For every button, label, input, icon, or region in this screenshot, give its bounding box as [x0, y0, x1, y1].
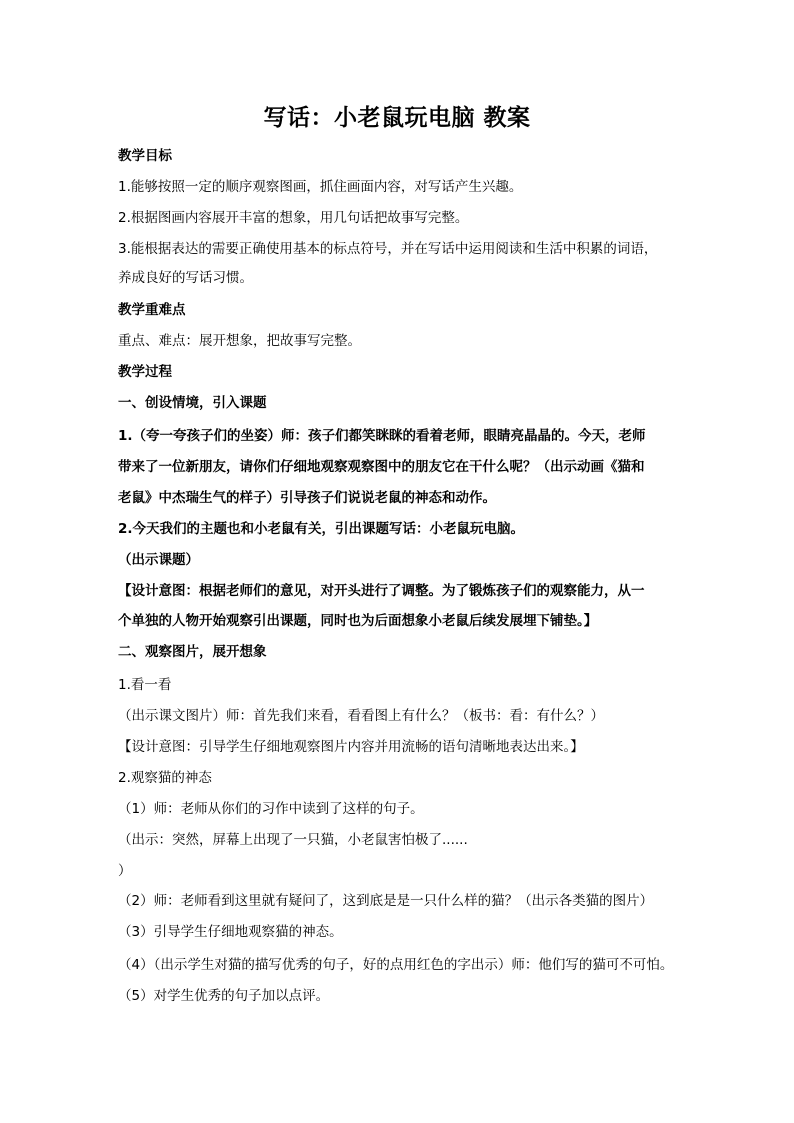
paragraph-line: 1.（夸一夸孩子们的坐姿）师：孩子们都笑眯眯的看着老师，眼睛亮晶晶的。今天，老师	[118, 428, 646, 444]
paragraph-line: 养成良好的写话习惯。	[118, 270, 253, 286]
paragraph-line: （出示课题）	[118, 552, 199, 568]
paragraph-line: ）	[118, 863, 132, 879]
design-intent-note: 【设计意图：根据老师们的意见，对开头进行了调整。为了锻炼孩子们的观察能力，从一	[118, 583, 645, 599]
paragraph-line: 老鼠》中杰瑞生气的样子）引导孩子们说说老鼠的神态和动作。	[118, 490, 496, 506]
section-heading-process: 教学过程	[118, 364, 172, 380]
subsection-heading: 一、创设情境，引入课题	[118, 395, 267, 411]
paragraph-line: 3.能根据表达的需要正确使用基本的标点符号，并在写话中运用阅读和生活中积累的词语，	[118, 241, 658, 257]
paragraph-line: （出示课文图片）师：首先我们来看，看看图上有什么？（板书：看：有什么？）	[118, 708, 604, 724]
paragraph-line: （5）对学生优秀的句子加以点评。	[118, 988, 330, 1004]
design-intent-note: 个单独的人物开始观察引出课题，同时也为后面想象小老鼠后续发展埋下铺垫。】	[118, 613, 598, 629]
document-title: 写话：小老鼠玩电脑 教案	[263, 105, 531, 131]
paragraph-line: 重点、难点：展开想象，把故事写完整。	[118, 333, 361, 349]
subsection-heading: 二、观察图片，展开想象	[118, 644, 267, 660]
paragraph-line: （2）师：老师看到这里就有疑问了，这到底是是一只什么样的猫？（出示各类猫的图片）	[118, 893, 654, 909]
paragraph-line: （4）（出示学生对猫的描写优秀的句子，好的点用红色的字出示）师：他们写的猫可不可怕。	[118, 957, 674, 973]
section-heading-teaching-goals: 教学目标	[118, 148, 172, 164]
paragraph-line: 带来了一位新朋友，请你们仔细地观察观察图中的朋友它在干什么呢？（出示动画《猫和	[118, 459, 645, 475]
paragraph-line: 1.能够按照一定的顺序观察图画，抓住画面内容，对写话产生兴趣。	[118, 179, 523, 195]
paragraph-line: 1.看一看	[118, 677, 172, 693]
paragraph-line: （3）引导学生仔细地观察猫的神态。	[118, 924, 343, 940]
paragraph-line: 2.观察猫的神态	[118, 770, 212, 786]
paragraph-line: （出示：突然，屏幕上出现了一只猫，小老鼠害怕极了......	[118, 832, 468, 848]
design-intent-note: 【设计意图：引导学生仔细地观察图片内容并用流畅的语句清晰地表达出来。】	[118, 739, 584, 755]
section-heading-key-points: 教学重难点	[118, 302, 186, 318]
paragraph-line: 2.根据图画内容展开丰富的想象，用几句话把故事写完整。	[118, 210, 469, 226]
paragraph-line: （1）师：老师从你们的习作中读到了这样的句子。	[118, 801, 424, 817]
paragraph-line: 2.今天我们的主题也和小老鼠有关，引出课题写话：小老鼠玩电脑。	[118, 521, 525, 537]
